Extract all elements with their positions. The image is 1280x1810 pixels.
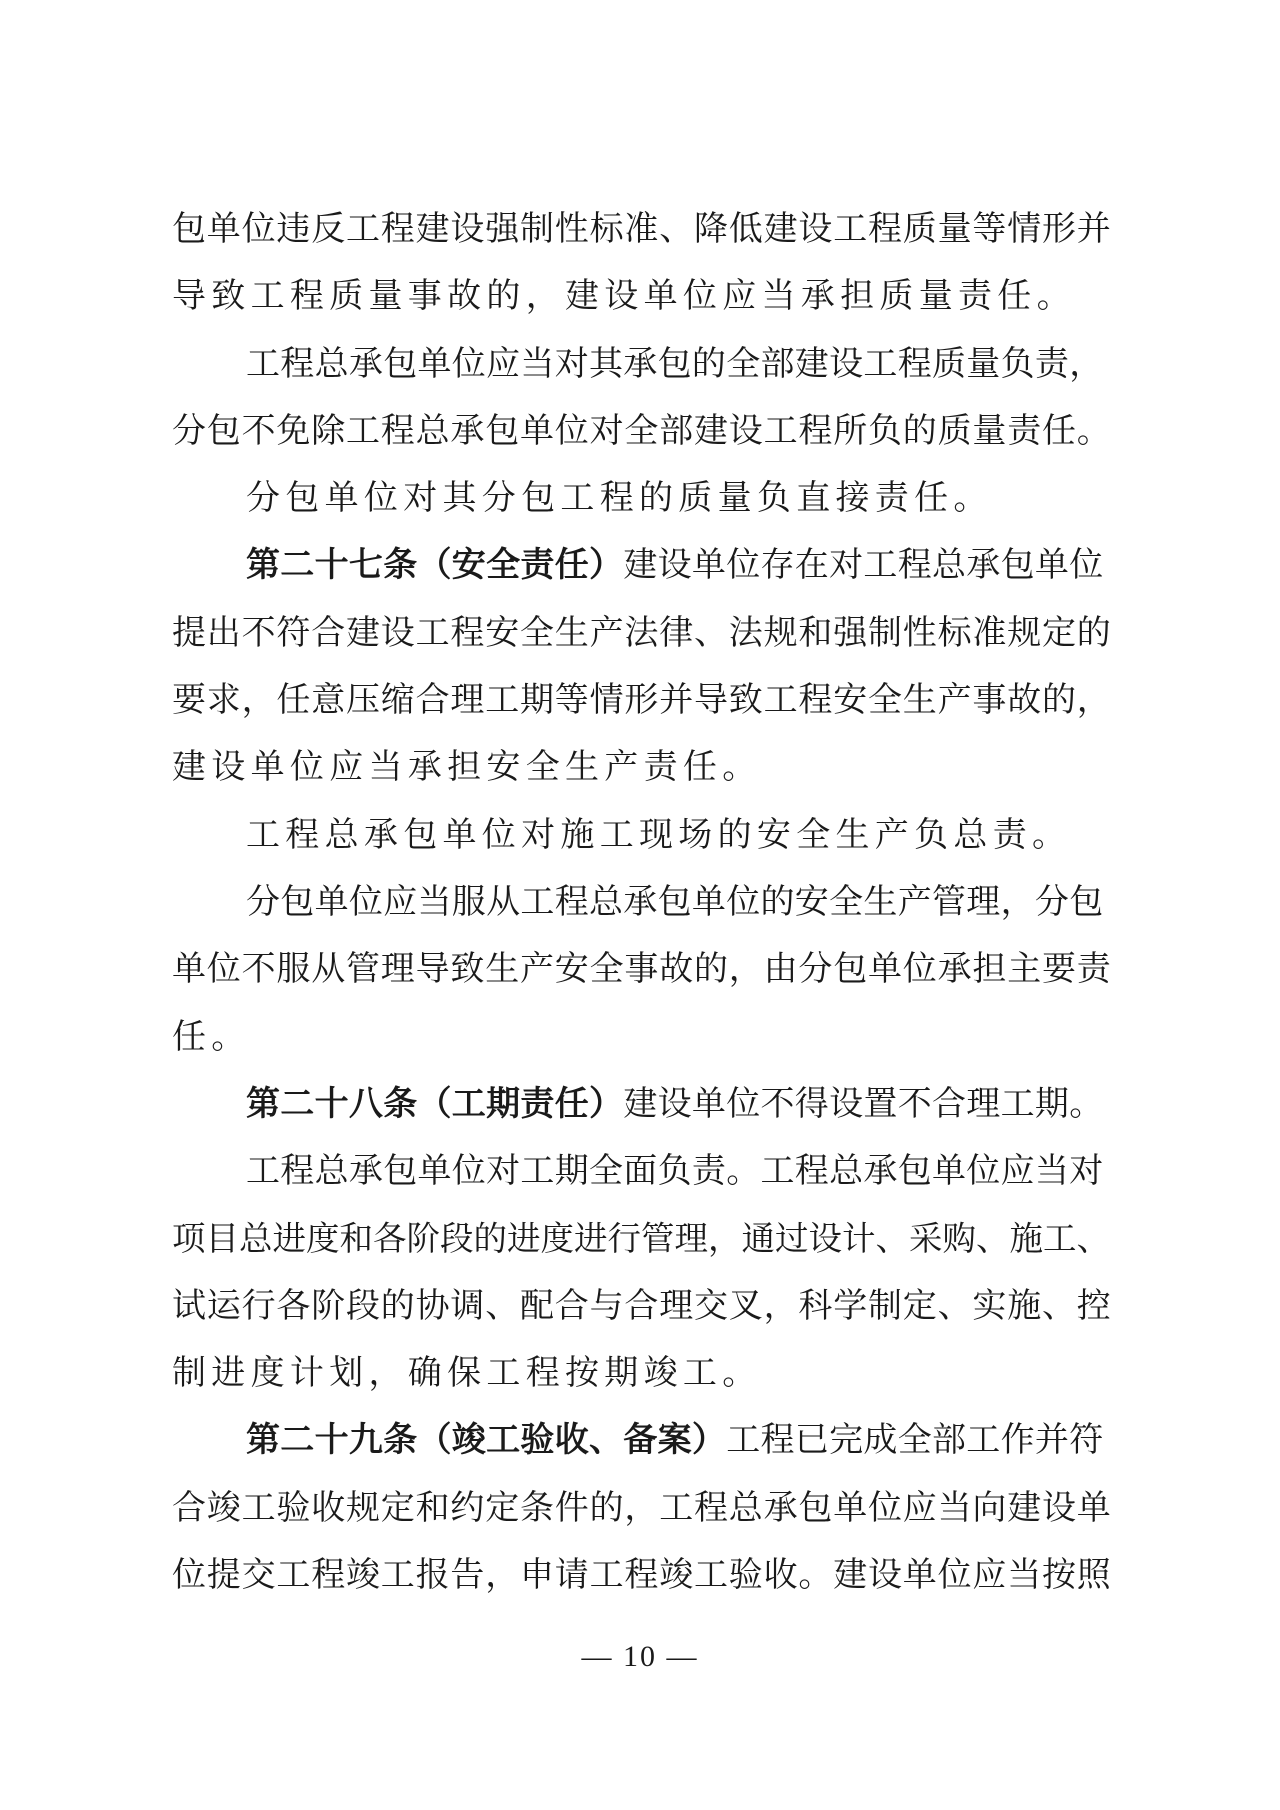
line-text: 包单位违反工程建设强制性标准、降低建设工程质量等情形并 [172,209,1112,249]
text-line [172,600,1112,667]
text-line [172,734,1112,801]
line-text: 工程总承包单位应当对其承包的全部建设工程质量负责， [246,343,1104,384]
line-text: 工程总承包单位对工期全面负责。工程总承包单位应当对 [246,1151,1104,1192]
text-line [172,1542,1112,1609]
text-line [172,1071,1112,1138]
line-text: 工程已完成全部工作并符 [726,1420,1104,1461]
line-text: 制进度计划，确保工程按期竣工。 [172,1353,762,1394]
text-line [172,1340,1112,1407]
text-line [172,1475,1112,1542]
line-text: 任。 [172,1016,251,1057]
line-text: 建设单位存在对工程总承包单位 [623,545,1104,586]
line-text: 工程总承包单位对施工现场的安全生产负总责。 [246,814,1072,855]
line-text: 导致工程质量事故的，建设单位应当承担质量责任。 [172,276,1076,317]
text-line [172,532,1112,599]
article-heading: 第二十九条（竣工验收、备案） [246,1420,727,1461]
line-text: 要求，任意压缩合理工期等情形并导致工程安全生产事故的， [172,680,1112,721]
line-text: 分包不免除工程总承包单位对全部建设工程所负的质量责任。 [172,410,1112,451]
line-text: 项目总进度和各阶段的进度进行管理，通过设计、采购、施工、 [172,1219,1110,1259]
text-line [172,1273,1112,1340]
page-number: — 10 — [581,1640,699,1673]
text-line [172,398,1112,465]
line-text: 分包单位对其分包工程的质量负直接责任。 [246,478,993,519]
text-line [172,1004,1112,1071]
line-text: 试运行各阶段的协调、配合与合理交叉，科学制定、实施、控 [172,1285,1112,1326]
text-line [172,465,1112,532]
line-text: 分包单位应当服从工程总承包单位的安全生产管理，分包 [246,881,1104,922]
text-line [172,263,1112,330]
article-heading: 第二十八条（工期责任） [246,1083,624,1124]
body-text [172,196,1112,1609]
text-line [172,869,1112,936]
line-text: 提出不符合建设工程安全生产法律、法规和强制性标准规定的 [172,612,1112,653]
line-text: 建设单位应当承担安全生产责任。 [172,747,762,788]
article-heading: 第二十七条（安全责任） [246,545,624,586]
line-text: 合竣工验收规定和约定条件的，工程总承包单位应当向建设单 [172,1487,1112,1528]
text-line [172,1138,1112,1205]
text-line [172,1205,1112,1272]
line-text: 建设单位不得设置不合理工期。 [623,1083,1104,1124]
text-line [172,196,1112,263]
text-line [172,1407,1112,1474]
line-text: 单位不服从管理导致生产安全事故的，由分包单位承担主要责 [172,949,1112,990]
text-line [172,331,1112,398]
text-line [172,936,1112,1003]
text-line [172,667,1112,734]
text-line [172,802,1112,869]
line-text: 位提交工程竣工报告，申请工程竣工验收。建设单位应当按照 [172,1554,1112,1595]
